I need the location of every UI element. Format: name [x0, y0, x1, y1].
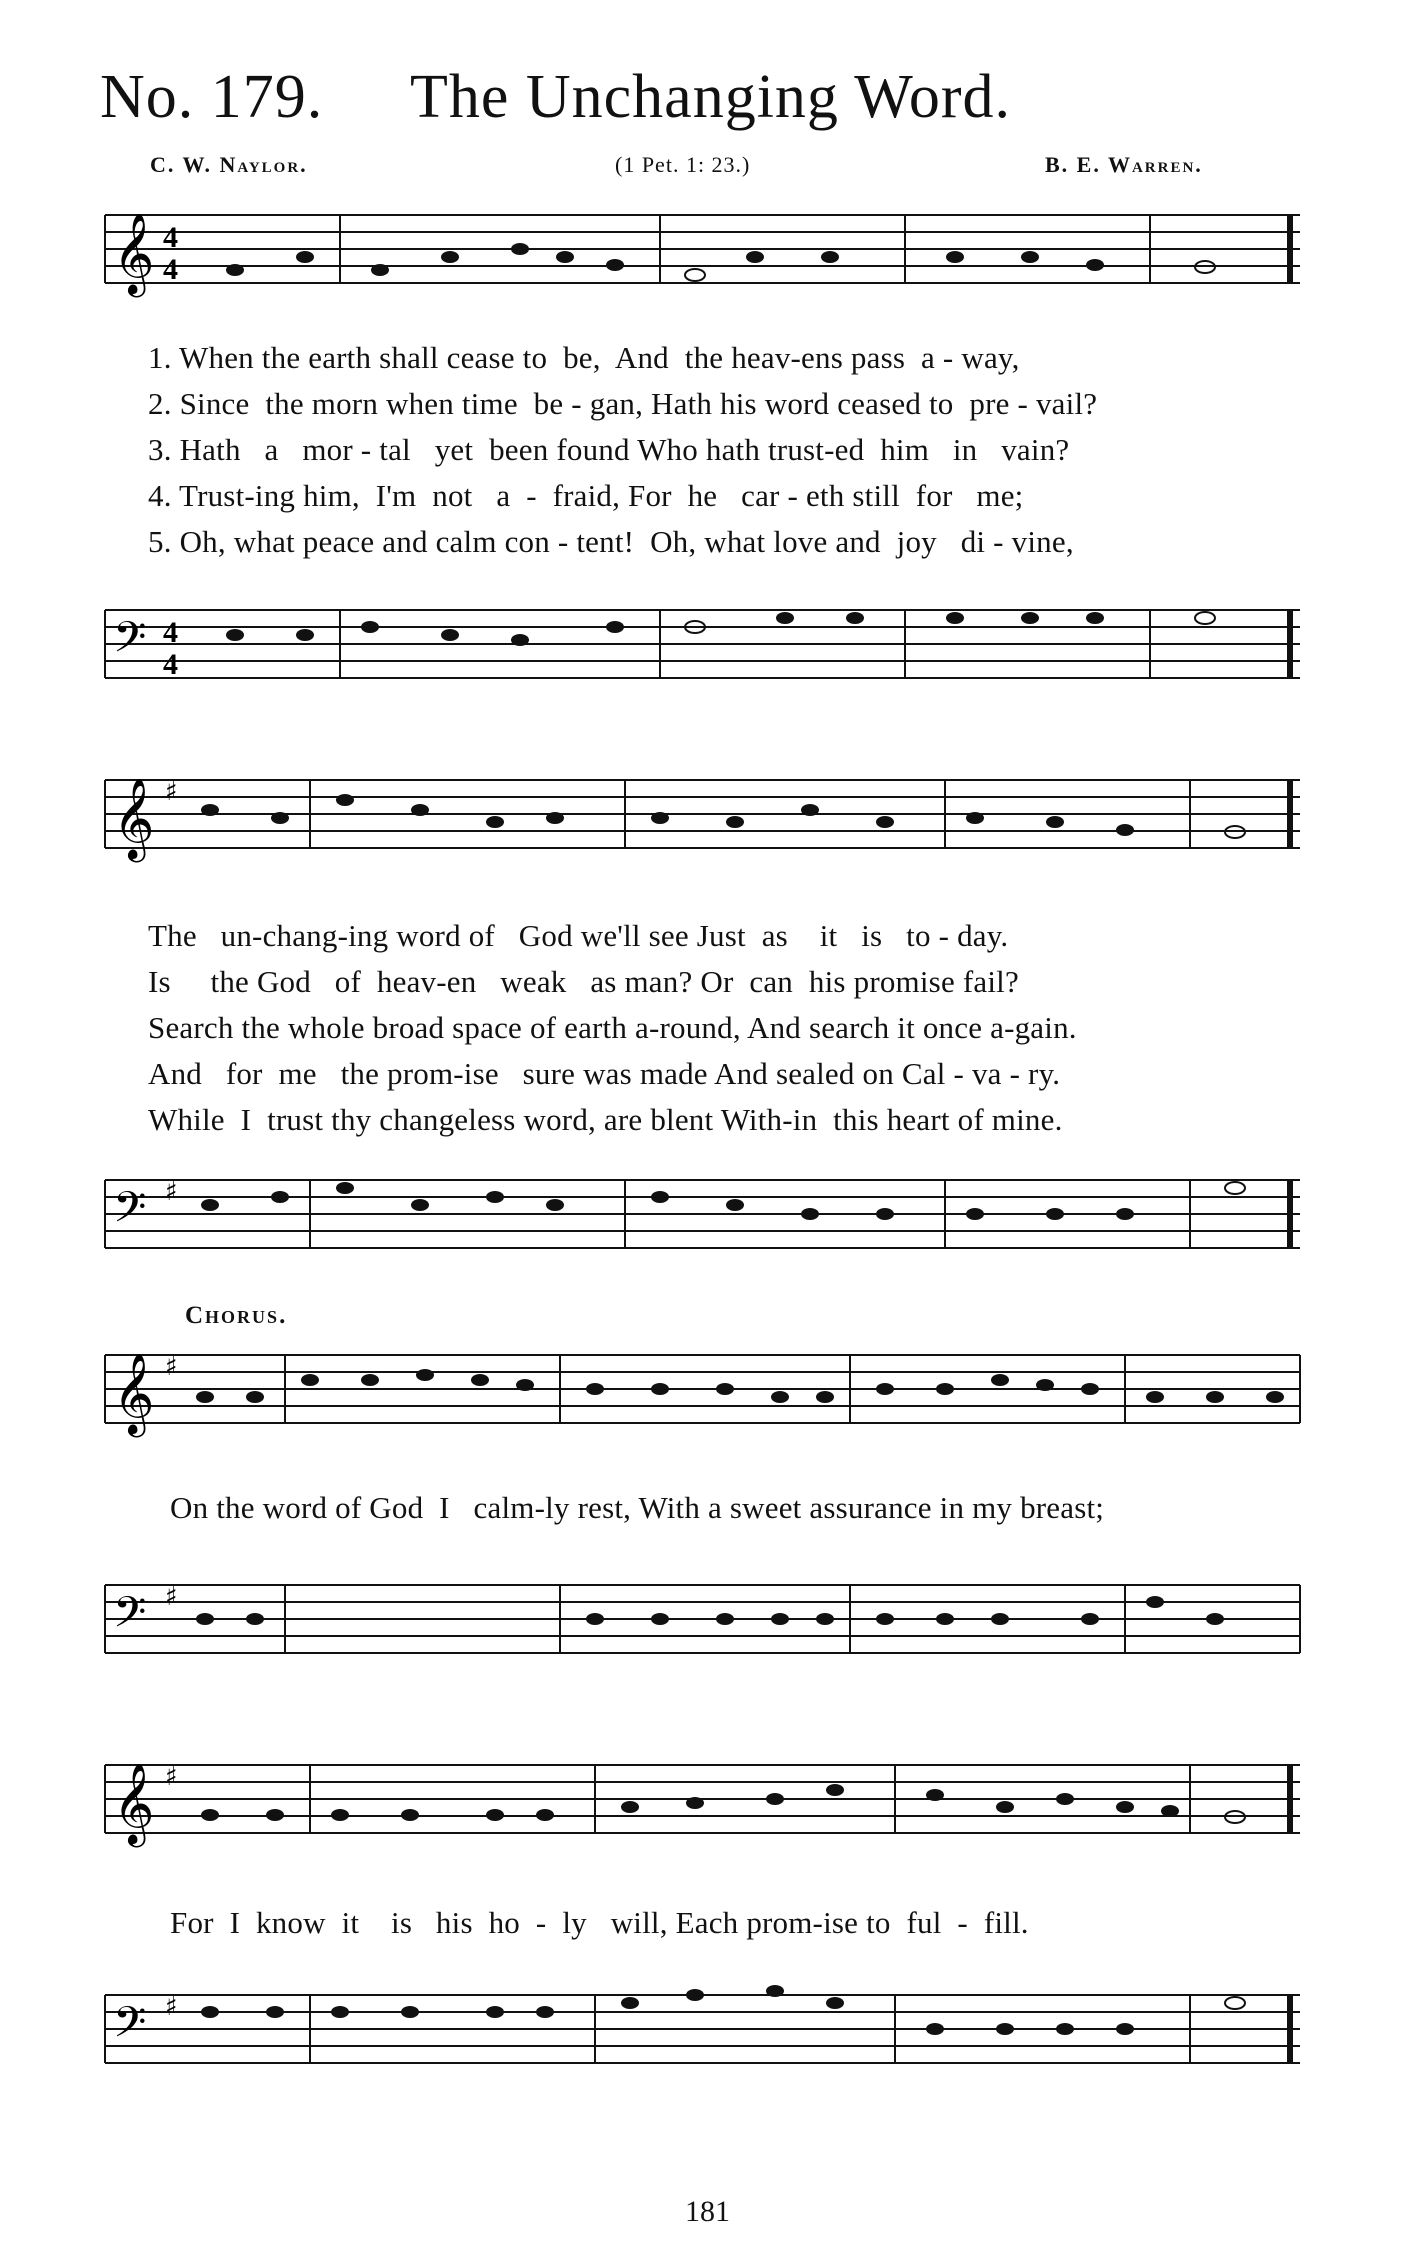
hymn-number: No. 179. — [100, 63, 324, 131]
chorus-line-1: On the word of God I calm-ly rest, With a sweet assurance in my breast; — [170, 1490, 1105, 1525]
svg-text:4: 4 — [163, 253, 178, 286]
svg-text:𝄢: 𝄢 — [113, 1998, 147, 2058]
svg-text:♯: ♯ — [165, 1992, 178, 2022]
svg-text:♯: ♯ — [165, 1352, 178, 1382]
music-system-3-bass — [95, 1545, 1315, 1675]
verse-4-line-1: 4. Trust-ing him, I'm not a - fraid, For he car - eth still for me; — [148, 478, 1024, 513]
svg-text:4: 4 — [163, 221, 178, 254]
music-system-2-bass — [95, 1140, 1315, 1270]
verse-5-line-1: 5. Oh, what peace and calm con - tent! Oh, what love and joy di - vine, — [148, 524, 1074, 559]
svg-text:4: 4 — [163, 648, 178, 681]
treble-staff-3 — [95, 1335, 1315, 1465]
svg-text:𝄞: 𝄞 — [113, 1762, 155, 1844]
page-number: 181 — [685, 2195, 730, 2228]
svg-text:𝄞: 𝄞 — [113, 1352, 155, 1434]
svg-text:4: 4 — [163, 616, 178, 649]
verse-1-line-2: The un-chang-ing word of God we'll see Just as it is to - day. — [148, 918, 1009, 953]
svg-text:𝄢: 𝄢 — [113, 1588, 147, 1648]
music-system-2-treble — [95, 760, 1315, 890]
verse-5-line-2: While I trust thy changeless word, are blent With-in this heart of mine. — [148, 1102, 1063, 1137]
svg-text:𝄢: 𝄢 — [113, 613, 147, 673]
svg-text:♯: ♯ — [165, 1177, 178, 1207]
music-system-1-treble — [95, 195, 1315, 325]
chorus-label: Chorus. — [185, 1302, 288, 1329]
chorus-line-2: For I know it is his ho - ly will, Each prom-ise to ful - fill. — [170, 1905, 1029, 1940]
music-system-4-treble — [95, 1745, 1315, 1875]
verse-2-line-1: 2. Since the morn when time be - gan, Hath his word ceased to pre - vail? — [148, 386, 1098, 421]
treble-staff-4 — [95, 1745, 1315, 1875]
svg-text:𝄞: 𝄞 — [113, 212, 155, 294]
svg-text:♯: ♯ — [165, 1582, 178, 1612]
verse-1-line-1: 1. When the earth shall cease to be, And the heav-ens pass a - way, — [148, 340, 1020, 375]
bass-staff-3 — [95, 1545, 1315, 1675]
verse-4-line-2: And for me the prom-ise sure was made And sealed on Cal - va - ry. — [148, 1056, 1061, 1091]
verse-3-line-2: Search the whole broad space of earth a-round, And search it once a-gain. — [148, 1010, 1077, 1045]
svg-text:𝄢: 𝄢 — [113, 1183, 147, 1243]
scripture-reference: (1 Pet. 1: 23.) — [615, 152, 751, 177]
bass-staff-2 — [95, 1140, 1315, 1270]
music-system-3-treble — [95, 1335, 1315, 1465]
svg-text:♯: ♯ — [165, 1762, 178, 1792]
lyricist-credit: C. W. Naylor. — [150, 152, 308, 177]
bass-staff-1 — [95, 570, 1315, 700]
svg-text:♯: ♯ — [165, 777, 178, 807]
bass-staff-4 — [95, 1955, 1315, 2085]
treble-staff-2 — [95, 760, 1315, 890]
verse-2-line-2: Is the God of heav-en weak as man? Or can his promise fail? — [148, 964, 1019, 999]
svg-text:𝄞: 𝄞 — [113, 777, 155, 859]
hymn-title: The Unchanging Word. — [410, 63, 1012, 131]
verse-3-line-1: 3. Hath a mor - tal yet been found Who hath trust-ed him in vain? — [148, 432, 1070, 467]
music-system-1-bass — [95, 570, 1315, 700]
treble-staff-1 — [95, 195, 1315, 325]
music-system-4-bass — [95, 1955, 1315, 2085]
composer-credit: B. E. Warren. — [1045, 152, 1203, 177]
